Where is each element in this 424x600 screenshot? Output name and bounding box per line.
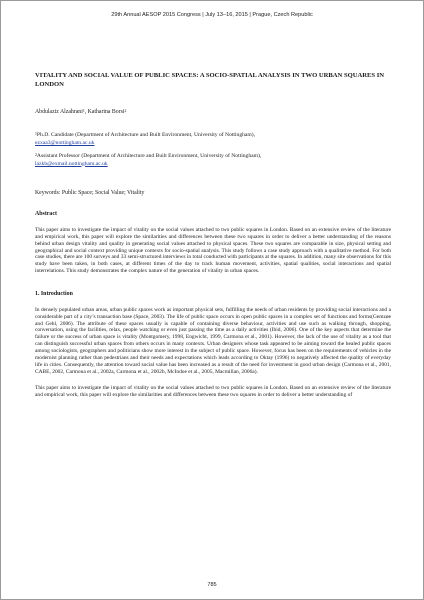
email-link[interactable]: lazkb@exmail.nottingham.ac.uk (35, 160, 108, 167)
author-list (35, 108, 391, 116)
affiliation-1 (35, 132, 391, 147)
email-link[interactable]: ezxaa3@nottingham.ac.uk (35, 139, 95, 146)
conference-header: 29th Annual AESOP 2015 Congress | July 13–16, 2015 | Prague, Czech Republic (111, 12, 313, 18)
introduction-heading: 1. Introduction (35, 290, 73, 297)
affiliation-2 (35, 153, 391, 168)
page-number: 785 (207, 582, 217, 588)
affiliation-superscript: 1 (35, 132, 37, 137)
body-paragraph: In densely populated urban areas, urban public spaces work as important physical sets, fulfilling the needs of urban residents by providing social interactions and a considerable part of a city’s transaction base (Space, 2003). The life of public space occurs in open public spaces in a complex set of functions and forms(Gemzøe and Gehl, 2006). The attribute of these spaces usually is capable of containing diverse behaviour, activities and use such as walking through, shopping, conversation, using the facilities, relax, people watching or even just passing the time as a daily activities (Ibid, 2006). One of the key aspects that determine the failure or the success of urban space is vitality (Montgomery, 1998, Engwicht, 1999, Carmona et al., 2001). However, the lack of the use of vitality as a tool that can distinguish successful urban spaces from others occurs in many contexts. Urban designers whose task appeared to be aiming toward the healed public spaces among sociologists, geographers and politicians show more interest in the subject of public space. However, focus has been on the requirements of vehicles in the modernist planning rather than pedestrians and their needs and expectations which leads according to Oktay (1996) to negatively affected the quality of everyday life in cities. Consequently, the attention toward social value has been increased as a result of the need for investment in good urban design (Carmona et al., 2001, CABE, 2002, Carmona et al., 2002a, Carmona et al., 2002b, McIndoe et al., 2005, Macmillan, 2006a). (35, 306, 391, 375)
affiliation-text: Ph.D. Candidate (Department of Architecture and Built Environment, University of Nottingham), (36, 132, 256, 139)
paper-content (35, 71, 391, 405)
author-superscript: 2 (124, 109, 127, 114)
author-separator: , (84, 109, 88, 116)
paper-title: VITALITY AND SOCIAL VALUE OF PUBLIC SPACES: A SOCIO-SPATIAL ANALYSIS IN TWO URBAN SQUARES IN LONDON (35, 72, 385, 89)
affiliation-text: Assistant Professor (Department of Architecture and Built Environment, University of Nottingham), (36, 153, 262, 160)
author-name: Katharina Borsi (87, 109, 125, 116)
author-name: Abdulaziz Alzahrani (35, 109, 83, 116)
affiliation-superscript: 2 (35, 153, 37, 158)
keywords: Keywords: Public Space; Social Value; Vitality (35, 190, 145, 197)
author-superscript: 1 (82, 109, 85, 114)
abstract-heading: Abstract (35, 211, 57, 218)
abstract-text: This paper aims to investigate the impact of vitality on the social values attached to two public squares in London. Based on an extensive review of the literature and empirical work, this paper will explore the similarities and differences between these two squares in order to deliver a better understanding of the reasons behind urban design vitality and quality in generating social values attached to physical spaces. These two squares are comparable in size, physical setting and geographical and social context providing unique contexts for socio-spatial analysis. This study follows a case study approach with a qualitative method. For both case studies, there are 100 surveys and 33 semi-structured interviews in total conducted with participants at the squares. In addition, many site observations for this study have been taken, in both cases, at different times of the day to track human movement, activities, spatial qualities, social interactions and spatial interrelations. This study demonstrates the complex nature of the generation of vitality in urban spaces. (35, 227, 391, 275)
body-paragraph: This paper aims to investigate the impact of vitality on the social values attached to two public squares in London. Based on an extensive review of the literature and empirical work, this paper will explore the similarities and differences between these two squares in order to deliver a better understanding of (35, 385, 391, 399)
